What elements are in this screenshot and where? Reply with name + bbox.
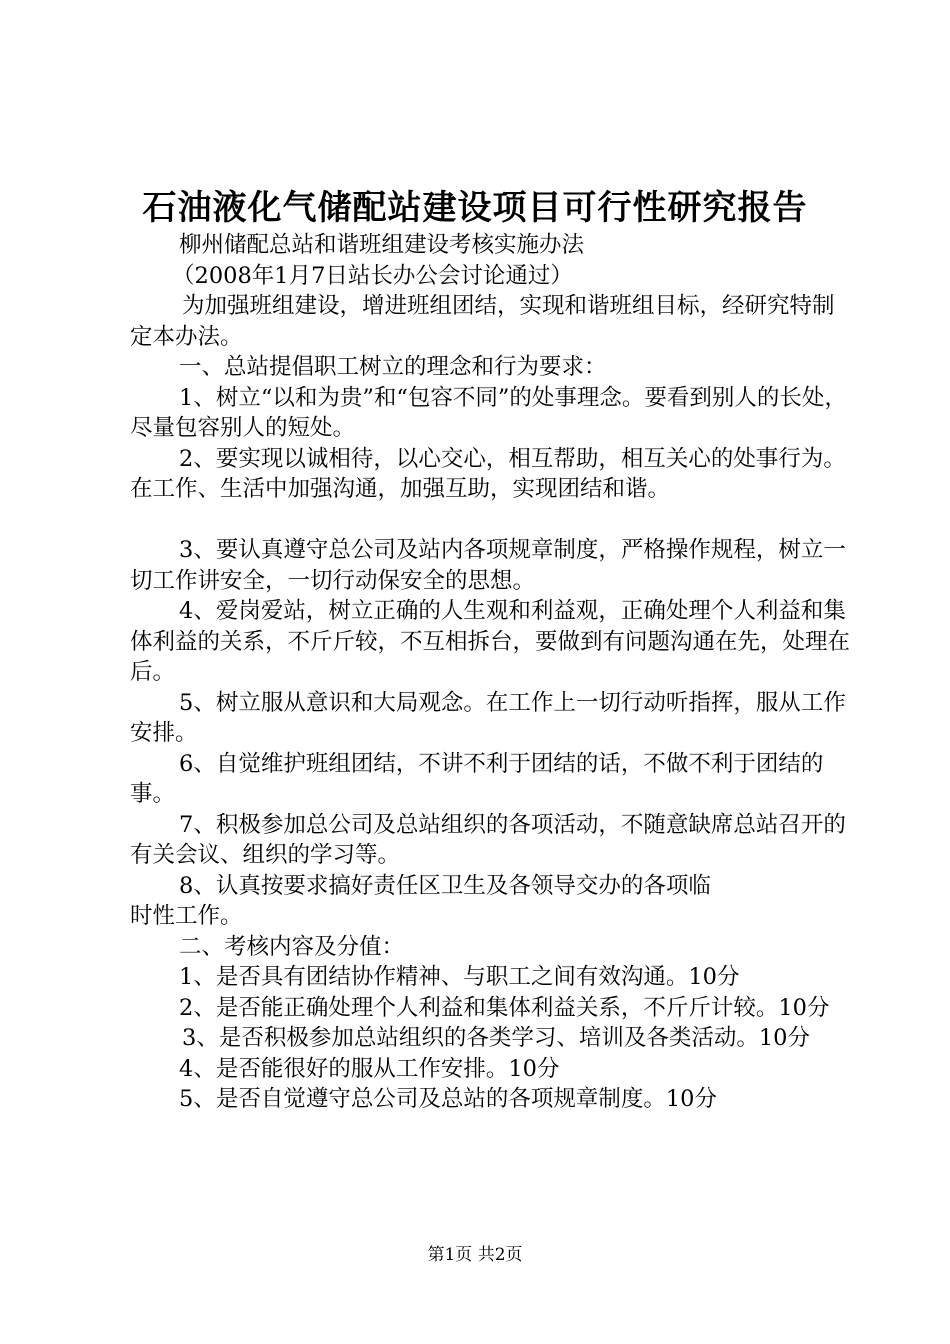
blank-line [130, 505, 850, 536]
document-body [130, 230, 850, 1115]
list-item: 1、树立“以和为贵”和“包容不同”的处事理念。要看到别人的长处，尽量包容别人的短处。 [130, 384, 847, 441]
list-item: 4、是否能很好的服从工作安排。10分 [179, 1055, 560, 1082]
list-item: 6、自觉维护班组团结，不讲不利于团结的话，不做不利于团结的事。 [130, 750, 824, 807]
page-footer: 第1页 共2页 [427, 1245, 523, 1265]
list-item: 2、要实现以诚相待，以心交心，相互帮助，相互关心的处事行为。在工作、生活中加强沟通，加强互助，实现团结和谐。 [130, 445, 846, 502]
document-title: 石油液化气储配站建设项目可行性研究报告 [142, 188, 808, 228]
list-item: 5、是否自觉遵守总公司及总站的各项规章制度。10分 [179, 1086, 717, 1112]
intro-paragraph: 为加强班组建设，增进班组团结，实现和谐班组目标，经研究特制定本办法。 [130, 293, 835, 350]
list-item: 8、认真按要求搞好责任区卫生及各领导交办的各项临 [179, 872, 711, 899]
list-item: 1、是否具有团结协作精神、与职工之间有效沟通。10分 [179, 964, 740, 990]
section2-heading: 二、考核内容及分值： [179, 933, 405, 960]
list-item: 3、是否积极参加总站组织的各类学习、培训及各类活动。10分 [182, 1025, 810, 1051]
list-item: 3、要认真遵守总公司及站内各项规章制度，严格操作规程，树立一切工作讲安全，一切行动保安全的思想。 [130, 537, 846, 594]
list-item: 2、是否能正确处理个人利益和集体利益关系，不斤斤计较。10分 [179, 994, 830, 1021]
date-note: （2008年1月7日站长办公会讨论通过） [172, 262, 573, 289]
list-item: 5、树立服从意识和大局观念。在工作上一切行动听指挥，服从工作安排。 [130, 689, 846, 746]
section1-heading: 一、总站提倡职工树立的理念和行为要求： [179, 354, 607, 380]
list-item-continuation: 时性工作。 [130, 903, 243, 929]
list-item: 7、积极参加总公司及总站组织的各项活动，不随意缺席总站召开的有关会议、组织的学习等。 [130, 811, 846, 868]
list-item: 4、爱岗爱站，树立正确的人生观和利益观，正确处理个人利益和集体利益的关系，不斤斤较，不互相拆台，要做到有问题沟通在先，处理在后。 [130, 598, 851, 685]
document-subtitle: 柳州储配总站和谐班组建设考核实施办法 [179, 232, 585, 258]
